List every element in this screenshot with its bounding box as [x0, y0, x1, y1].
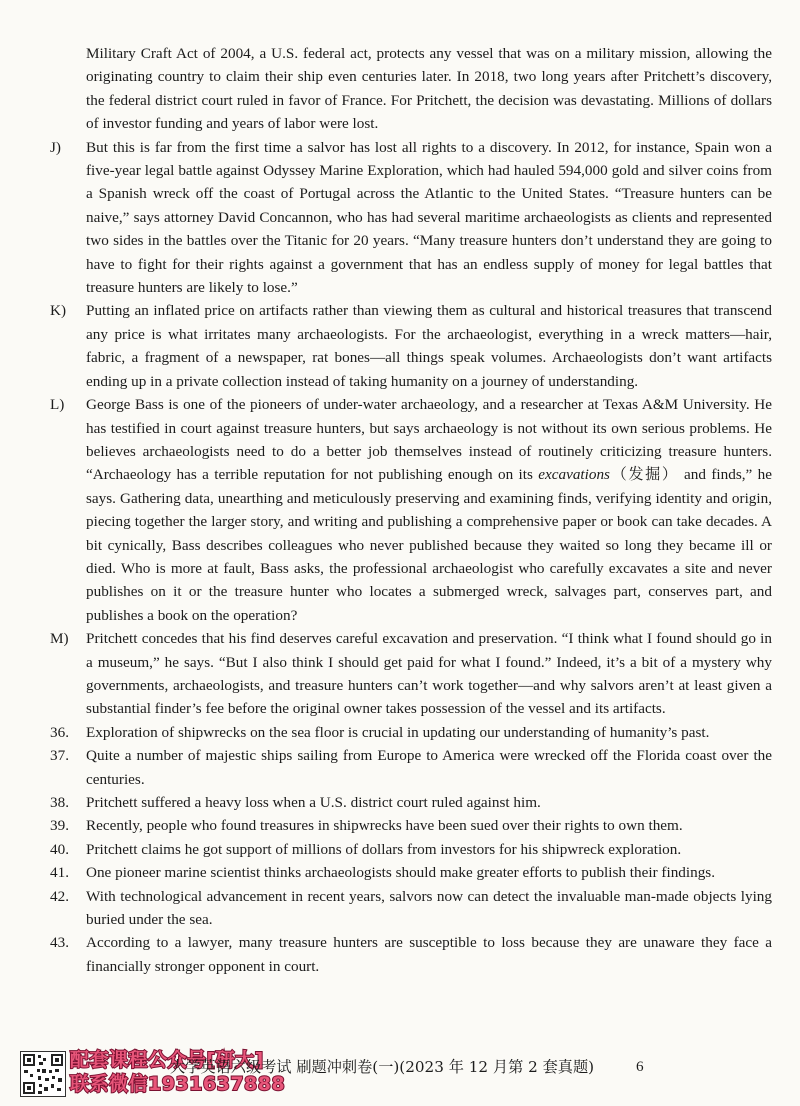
question-item	[50, 838, 772, 861]
paragraph-text: Military Craft Act of 2004, a U.S. federal act, protects any vessel that was on a military mission, allowing the originating country to claim their ship even centuries later. In 2018, two long years after Pritchett’s discovery, the federal district court ruled in favor of France. For Pritchett, the decision was devastating. Millions of dollars of investor funding and years of labor were lost.	[86, 45, 772, 133]
question-number: 37.	[50, 747, 69, 765]
question-number: 41.	[50, 864, 69, 882]
question-number: 39.	[50, 817, 69, 835]
question-number: 42.	[50, 887, 69, 905]
question-item	[50, 814, 772, 837]
paragraph-text: Pritchett concedes that his find deserves careful excavation and preservation. “I think what I found should go in a museum,” he says. “But I also think I should get paid for what I found.” Indeed, it’s a bit of a mystery why governments, archaeologists, and treasure hunters can’t work together—and why salvors aren’t at least given a substantial finder’s fee before the original owner takes possession of the vessel and its artifacts.	[86, 630, 772, 718]
question-item	[50, 861, 772, 884]
question-number: 36.	[50, 723, 69, 741]
paragraph-text: But this is far from the first time a salvor has lost all rights to a discovery. In 2012, for instance, Spain won a five-year legal battle against Odyssey Marine Exploration, which had hauled 594,000 gold and silver coins from a Spanish wreck off the coast of Portugal across the Atlantic to the United States. “Treasure hunters can be naive,” says attorney David Concannon, who has had several maritime archaeologists as clients and represented two sides in the battles over the Titanic for 20 years. “Many treasure hunters don’t understand they are going to have to fight for their rights against a government that has an endless supply of money for legal battles that treasure hunters are likely to lose.”	[86, 138, 772, 297]
stamp-line: 联系微信1931637888	[70, 1073, 286, 1095]
chinese-gloss: （发掘）	[609, 466, 679, 484]
question-number: 43.	[50, 934, 69, 952]
passage-text	[50, 42, 772, 978]
question-text: Quite a number of majestic ships sailing from Europe to America were wrecked off the Florida coast over the centuries.	[86, 747, 772, 788]
question-text: One pioneer marine scientist thinks archaeologists should make greater efforts to publish their findings.	[86, 864, 716, 882]
question-item	[50, 791, 772, 814]
question-item	[50, 721, 772, 744]
paragraph-label: J)	[50, 138, 61, 156]
paragraph-label: M)	[50, 630, 69, 648]
question-item	[50, 885, 772, 932]
question-text: With technological advancement in recent years, salvors now can detect the invaluable man-made objects lying buried under the sea.	[86, 887, 772, 929]
paragraph-label: K)	[50, 302, 67, 320]
question-text: Exploration of shipwrecks on the sea floor is crucial in updating our understanding of humanity’s past.	[86, 723, 710, 741]
question-item	[50, 744, 772, 791]
paragraph-text: and finds,” he says. Gathering data, unearthing and meticulously preserving and examining finds, verifying identity and origin, piecing together the larger story, and writing and publishing a comprehensive paper or book can take decades. A bit cynically, Bass describes colleagues who never published because they waited so long they became ill or died. Who is more at fault, Bass asks, the professional archaeologist who carefully excavates a site and never publishes on it or the treasure hunter who locates a submerged wreck, salvages part, conserves part, and publishes a book on the operation?	[86, 466, 772, 624]
question-text: According to a lawyer, many treasure hunters are susceptible to loss because they are unaware they face a financially stronger opponent in court.	[86, 934, 772, 975]
paragraph-label: L)	[50, 396, 65, 414]
question-number: 40.	[50, 840, 69, 858]
paragraph-m	[50, 627, 772, 721]
paragraph-k	[50, 299, 772, 393]
glossed-term: excavations	[538, 466, 610, 484]
question-item	[50, 931, 772, 978]
qr-code-icon[interactable]	[20, 1051, 66, 1097]
page-number: 6	[636, 1058, 644, 1075]
question-text: Pritchett claims he got support of millions of dollars from investors for his shipwreck exploration.	[86, 840, 682, 858]
paragraph-l	[50, 393, 772, 627]
stamp-line: 配套课程公众号[研大]	[70, 1049, 264, 1071]
running-title: 大学英语六级考试 刷题冲刺卷(一)(2023 年 12 月第 2 套真题)	[170, 1058, 595, 1076]
question-number: 38.	[50, 794, 69, 811]
question-text: Pritchett suffered a heavy loss when a U.S. district court ruled against him.	[86, 794, 541, 811]
page-footer	[0, 1047, 800, 1106]
paragraph-text: George Bass is one of the pioneers of under-water archaeology, and a researcher at Texas A&M University. He has testified in court against treasure hunters, but says archaeology is not without its own serious problems. He believes archaeologists need to do a better job themselves instead of routinely criticizing treasure hunters. “Archaeology has a terrible reputation for not publishing enough on its	[86, 396, 772, 484]
paragraph-text: Putting an inflated price on artifacts rather than viewing them as cultural and historical treasures that transcend any price is what irritates many archaeologists. For the archaeologist, everything in a wreck matters—hair, fabric, a fragment of a newspaper, rat bones—all things speak volumes. Archaeologists don’t want artifacts ending up in a private collection instead of taking humanity on a journey of understanding.	[86, 302, 772, 390]
paragraph-i-continued	[50, 42, 772, 136]
question-text: Recently, people who found treasures in shipwrecks have been sued over their rights to own them.	[86, 817, 683, 835]
paragraph-j	[50, 136, 772, 300]
